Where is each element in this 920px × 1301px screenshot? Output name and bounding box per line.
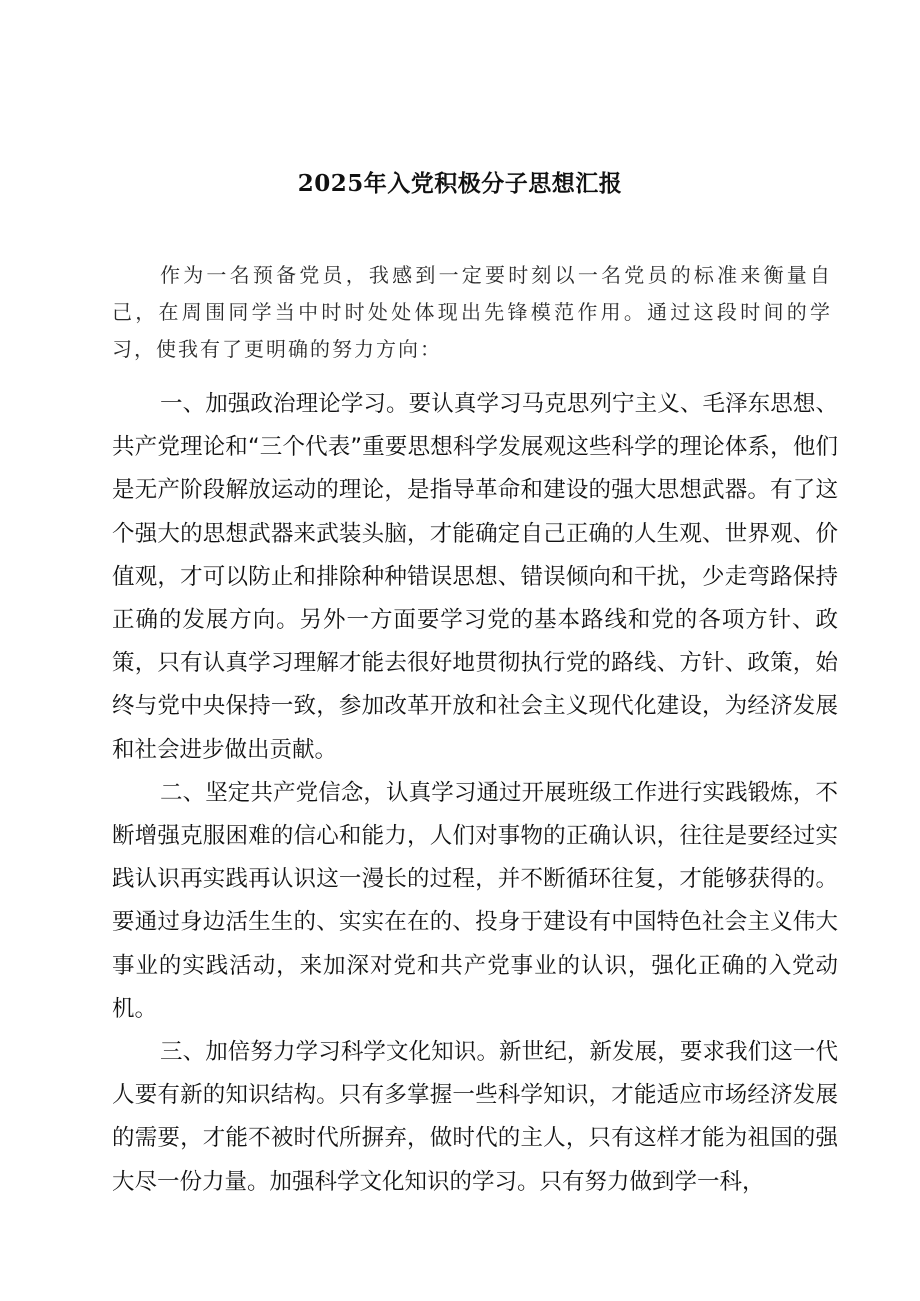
document-title: 2025年入党积极分子思想汇报 bbox=[297, 170, 623, 197]
document-body bbox=[112, 383, 838, 1204]
intro-paragraph: 作为一名预备党员，我感到一定要时刻以一名党员的标准来衡量自己，在周围同学当中时时处处体现出先锋模范作用。通过这段时间的学习，使我有了更明确的努力方向： bbox=[112, 263, 832, 361]
paragraph-3: 三、加倍努力学习科学文化知识。新世纪，新发展，要求我们这一代人要有新的知识结构。只有多掌握一些科学知识，才能适应市场经济发展的需要，才能不被时代所摒弃，做时代的主人，只有这样才能为祖国的强大尽一份力量。加强科学文化知识的学习。只有努力做到学一科， bbox=[112, 1039, 838, 1195]
paragraph-2: 二、坚定共产党信念，认真学习通过开展班级工作进行实践锻炼，不断增强克服困难的信心和能力，人们对事物的正确认识，往往是要经过实践认识再实践再认识这一漫长的过程，并不断循环往复，才能够获得的。要通过身边活生生的、实实在在的、投身于建设有中国特色社会主义伟大事业的实践活动，来加深对党和共产党事业的认识，强化正确的入党动机。 bbox=[112, 779, 838, 1022]
paragraph-1: 一、加强政治理论学习。要认真学习马克思列宁主义、毛泽东思想、共产党理论和“三个代表”重要思想科学发展观这些科学的理论体系，他们是无产阶段解放运动的理论，是指导革命和建设的强大思想武器。有了这个强大的思想武器来武装头脑，才能确定自己正确的人生观、世界观、价值观，才可以防止和排除种种错误思想、错误倾向和干扰，少走弯路保持正确的发展方向。另外一方面要学习党的基本路线和党的各项方针、政策，只有认真学习理解才能去很好地贯彻执行党的路线、方针、政策，始终与党中央保持一致，参加改革开放和社会主义现代化建设，为经济发展和社会进步做出贡献。 bbox=[112, 391, 838, 763]
